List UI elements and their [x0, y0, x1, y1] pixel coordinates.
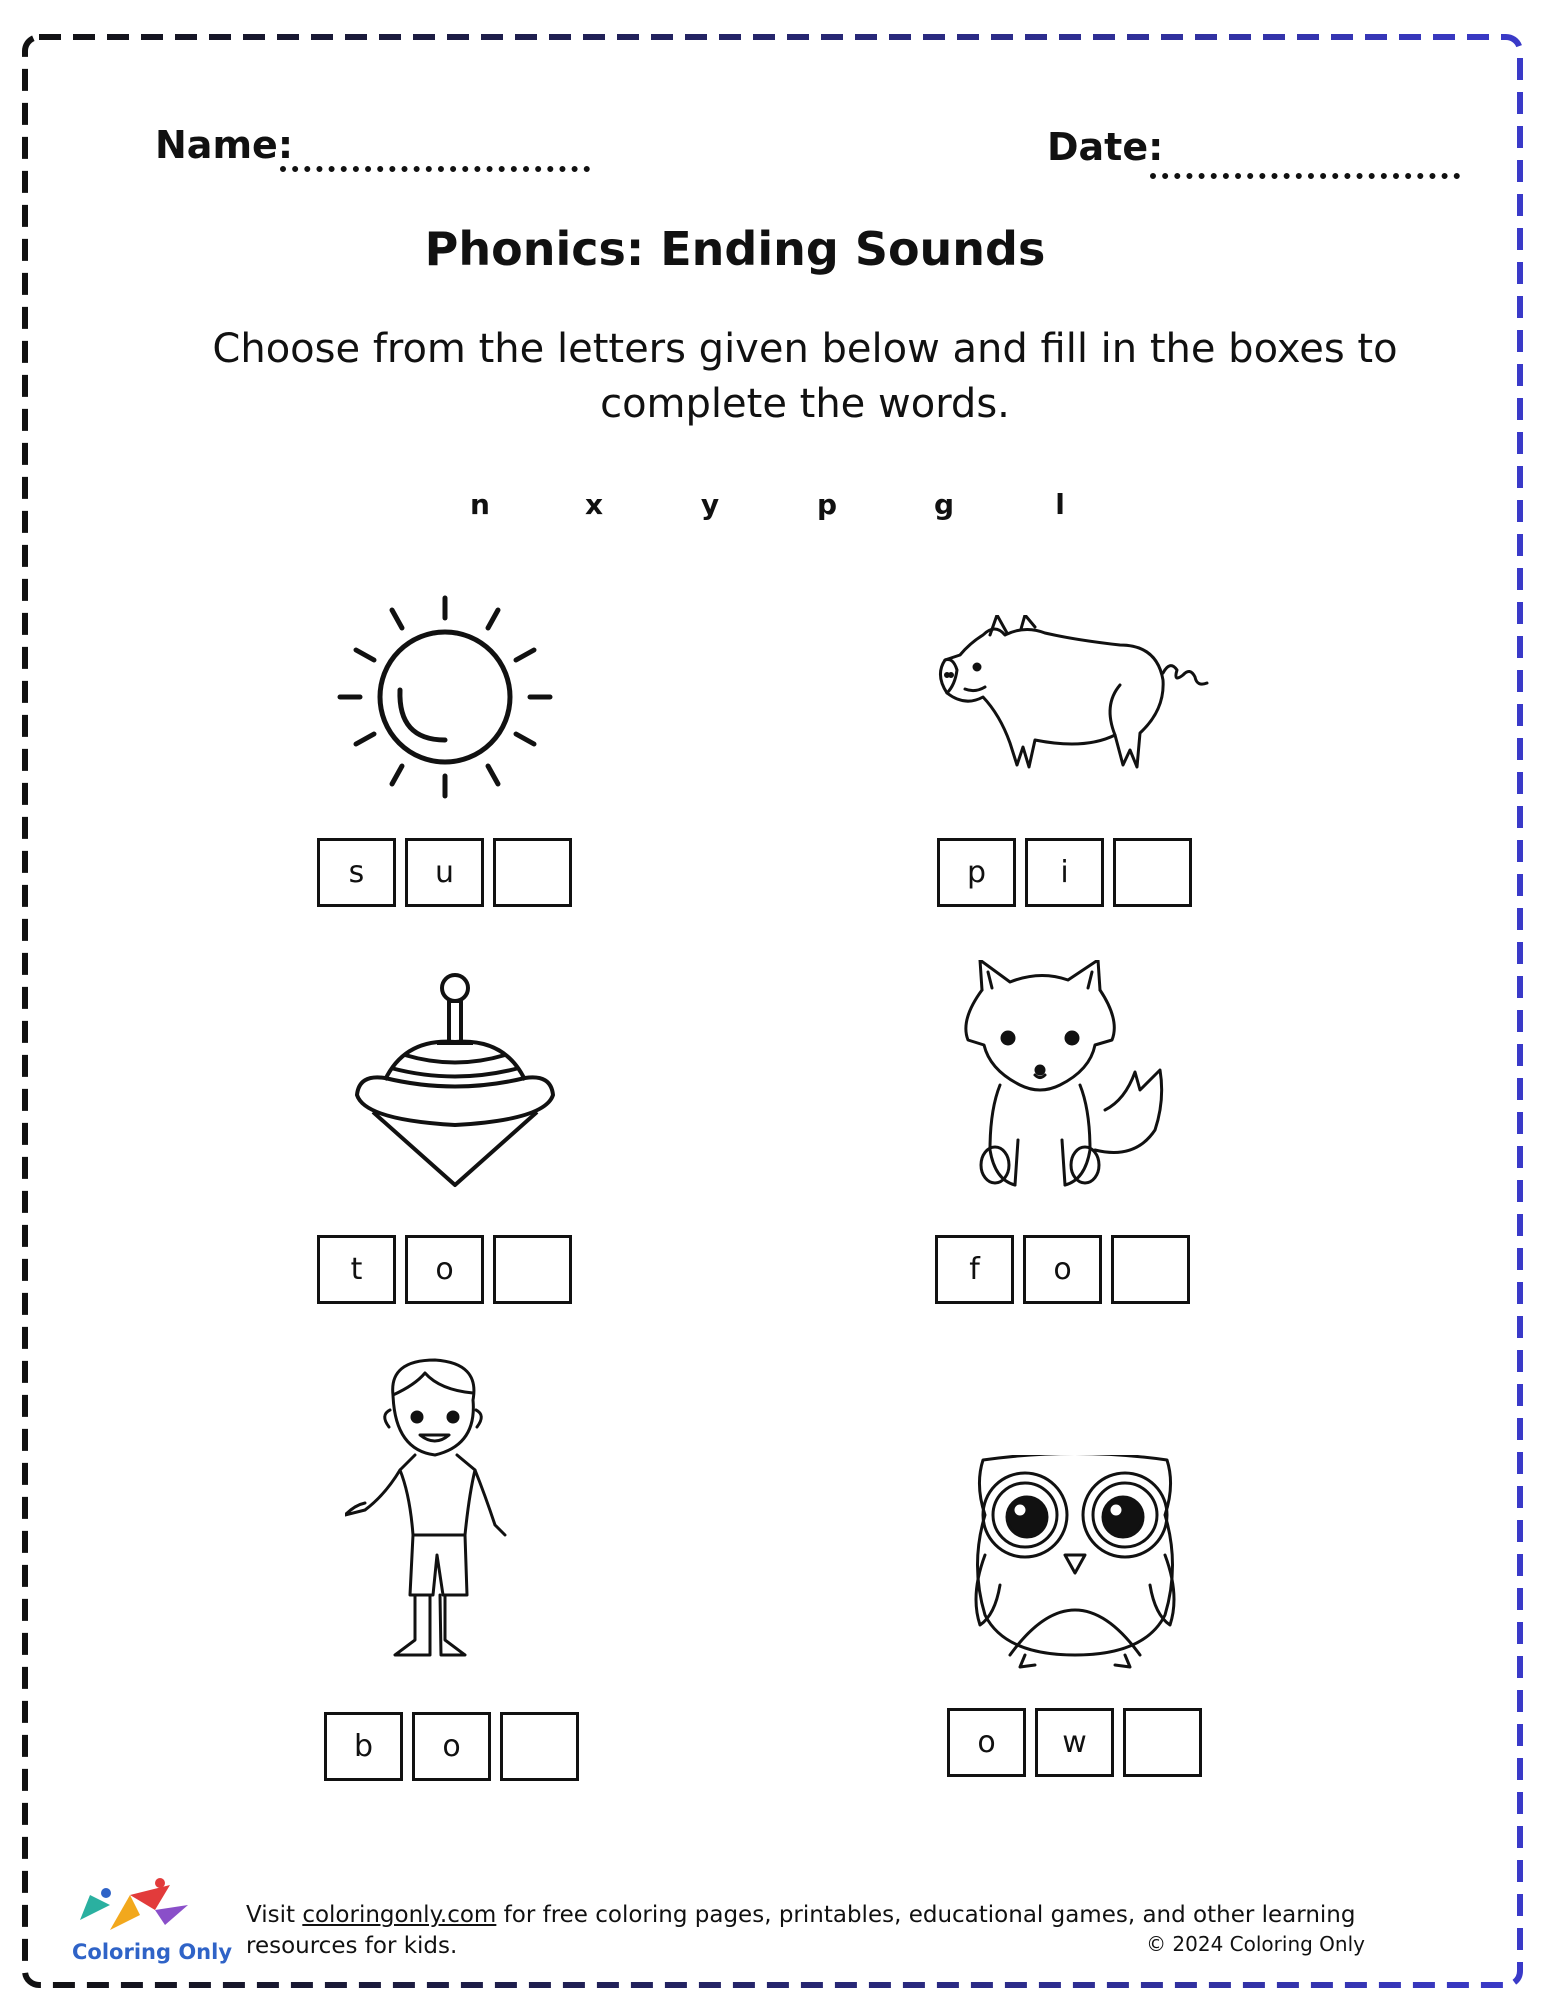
letter-box: p	[937, 838, 1016, 907]
word-row-owl	[947, 1708, 1211, 1777]
pig-icon	[925, 615, 1225, 775]
date-field[interactable]	[1150, 173, 1460, 179]
letter-box: o	[412, 1712, 491, 1781]
letter-choice: l	[1055, 488, 1065, 521]
coloringonly-link[interactable]: coloringonly.com	[302, 1902, 497, 1928]
coloring-only-logo	[70, 1875, 195, 1940]
spinning-top-icon	[345, 970, 565, 1190]
letter-box: o	[947, 1708, 1026, 1777]
letter-choice: x	[584, 488, 604, 521]
letter-choice: g	[933, 488, 955, 521]
footer-rest: for free coloring pages, printables, educational games, and other learning resources for kids.	[246, 1902, 1356, 1959]
letter-choice: y	[700, 488, 720, 521]
word-row-sun	[317, 838, 581, 907]
page-title: Phonics: Ending Sounds	[424, 222, 1046, 276]
name-label: Name:	[155, 123, 294, 167]
letter-box: s	[317, 838, 396, 907]
letter-box: o	[1023, 1235, 1102, 1304]
letter-box: o	[405, 1235, 484, 1304]
owl-icon	[965, 1455, 1185, 1675]
footer-visit: Visit	[246, 1902, 303, 1928]
sun-icon	[330, 590, 560, 805]
letter-box: t	[317, 1235, 396, 1304]
fox-icon	[960, 960, 1190, 1200]
answer-box[interactable]	[1123, 1708, 1202, 1777]
date-label: Date:	[1047, 125, 1164, 169]
instructions: Choose from the letters given below and fill in the boxes to complete the words.	[212, 326, 1398, 427]
letter-choice: n	[470, 488, 490, 521]
logo-text: Coloring Only	[72, 1940, 233, 1964]
letter-box: f	[935, 1235, 1014, 1304]
answer-box[interactable]	[493, 1235, 572, 1304]
letter-box: w	[1035, 1708, 1114, 1777]
answer-box[interactable]	[500, 1712, 579, 1781]
word-row-boy	[324, 1712, 588, 1781]
word-row-top	[317, 1235, 581, 1304]
letter-box: u	[405, 838, 484, 907]
answer-box[interactable]	[493, 838, 572, 907]
copyright: © 2024 Coloring Only	[1146, 1932, 1365, 1956]
answer-box[interactable]	[1111, 1235, 1190, 1304]
letter-box: i	[1025, 838, 1104, 907]
word-row-fox	[935, 1235, 1199, 1304]
letter-choice: p	[816, 488, 838, 521]
name-field[interactable]	[280, 166, 590, 172]
word-row-pig	[937, 838, 1201, 907]
answer-box[interactable]	[1113, 838, 1192, 907]
letter-box: b	[324, 1712, 403, 1781]
boy-icon	[345, 1355, 535, 1675]
